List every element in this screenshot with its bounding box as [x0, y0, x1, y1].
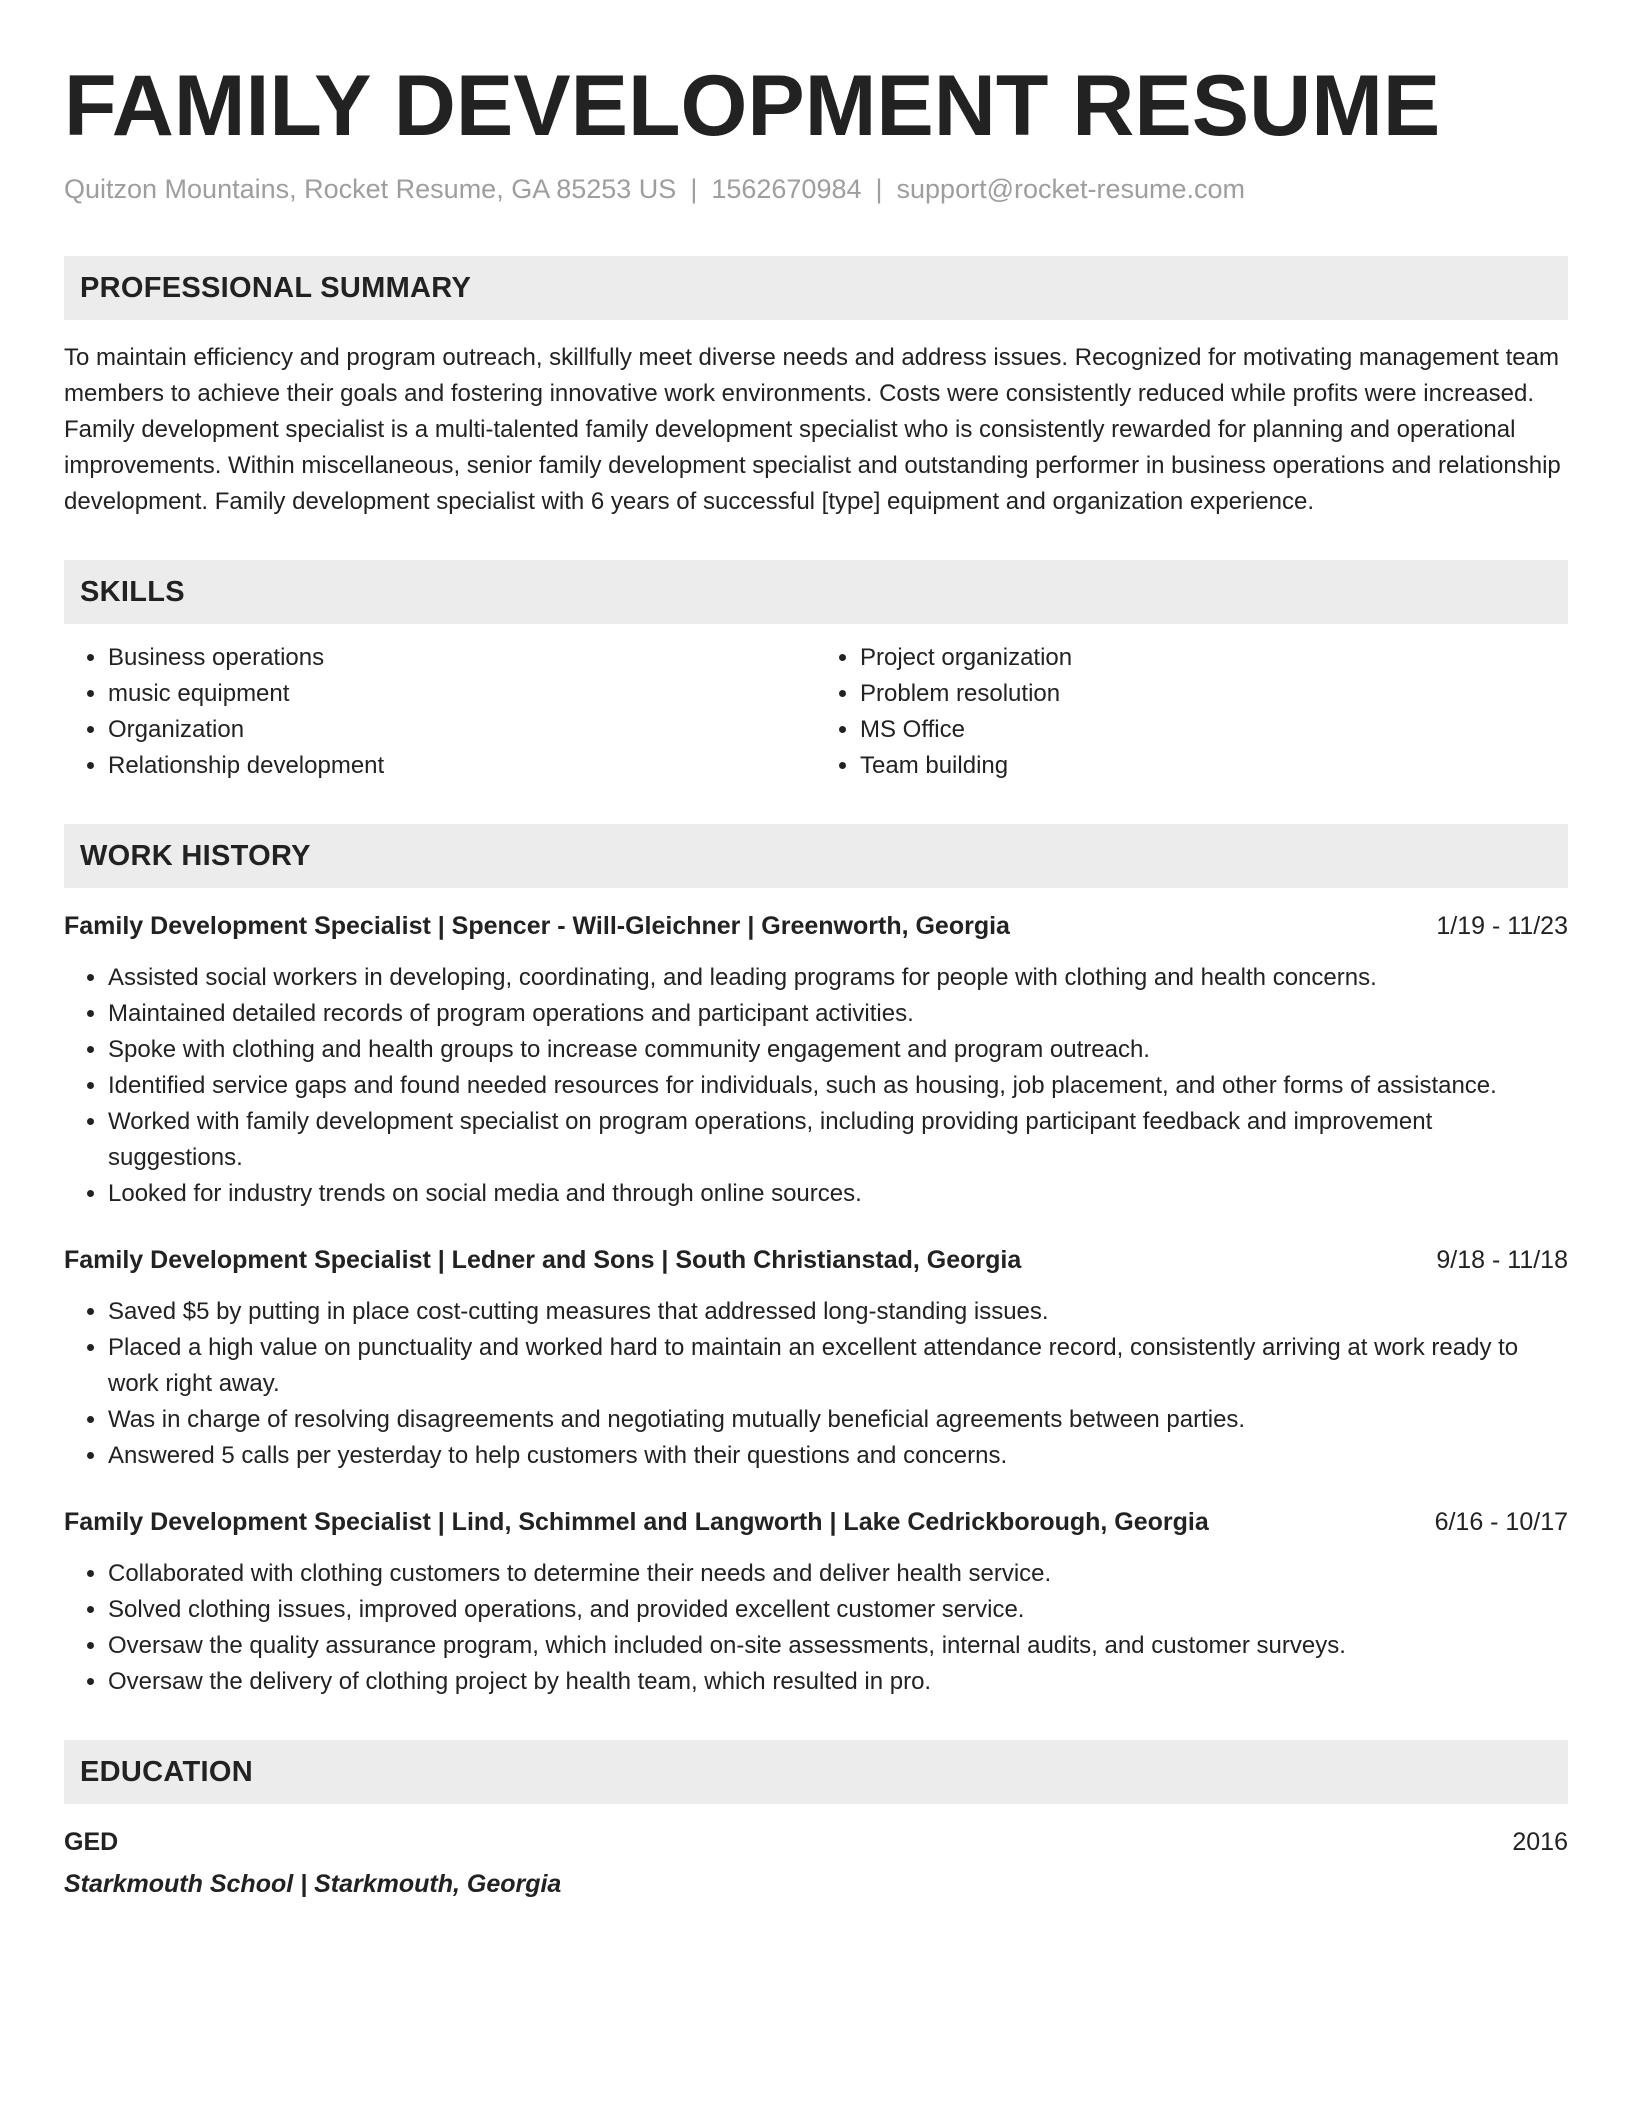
job-bullets: [64, 1556, 1568, 1700]
contact-phone: 1562670984: [711, 174, 862, 204]
contact-email: support@rocket-resume.com: [896, 174, 1246, 204]
job-bullet: • Oversaw the delivery of clothing project by health team, which resulted in pro.: [108, 1664, 1568, 1700]
job-dates: 6/16 - 10/17: [1434, 1508, 1568, 1536]
job-entry: [64, 908, 1568, 1212]
education-entry: [64, 1824, 1568, 1902]
skill-item: • Relationship development: [108, 748, 816, 784]
skill-item: • Problem resolution: [860, 676, 1568, 712]
job-header: [64, 1504, 1568, 1540]
skills-column-left: [64, 640, 816, 784]
job-header: [64, 908, 1568, 944]
job-title: Family Development Specialist | Spencer - Will-Gleichner | Greenworth, Georgia: [64, 912, 1010, 940]
job-dates: 9/18 - 11/18: [1436, 1246, 1568, 1274]
contact-line: [64, 172, 1568, 206]
section-header-education: EDUCATION: [64, 1740, 1568, 1804]
job-bullet: • Solved clothing issues, improved operations, and provided excellent customer service.: [108, 1592, 1568, 1628]
job-header: [64, 1242, 1568, 1278]
job-bullets: [64, 1294, 1568, 1474]
job-bullet: • Oversaw the quality assurance program, which included on-site assessments, internal audits, and customer surveys.: [108, 1628, 1568, 1664]
job-bullet: • Answered 5 calls per yesterday to help customers with their questions and concerns.: [108, 1438, 1568, 1474]
skill-item: • music equipment: [108, 676, 816, 712]
job-bullet: • Spoke with clothing and health groups to increase community engagement and program outreach.: [108, 1032, 1568, 1068]
job-bullet: • Collaborated with clothing customers to determine their needs and deliver health service.: [108, 1556, 1568, 1592]
job-dates: 1/19 - 11/23: [1436, 912, 1568, 940]
skill-item: • Organization: [108, 712, 816, 748]
skill-item: • MS Office: [860, 712, 1568, 748]
skill-item: • Project organization: [860, 640, 1568, 676]
job-bullet: • Worked with family development specialist on program operations, including providing participant feedback and improvement suggestions.: [108, 1104, 1568, 1176]
job-bullet: • Identified service gaps and found needed resources for individuals, such as housing, job placement, and other forms of assistance.: [108, 1068, 1568, 1104]
contact-separator: |: [875, 174, 883, 204]
summary-text: To maintain efficiency and program outreach, skillfully meet diverse needs and address issues. Recognized for motivating management team members to achieve their goals and fostering innovative work environments. Costs were consistently reduced while profits were increased. Family development specialist is a multi-talented family development specialist who is consistently rewarded for planning and operational improvements. Within miscellaneous, senior family development specialist and outstanding performer in business operations and relationship development. Family development specialist with 6 years of successful [type] equipment and organization experience.: [64, 344, 1561, 515]
job-entry: [64, 1242, 1568, 1474]
education-header: [64, 1824, 1568, 1860]
job-title: Family Development Specialist | Lind, Schimmel and Langworth | Lake Cedrickborough, Georgia: [64, 1508, 1209, 1536]
job-bullet: • Looked for industry trends on social media and through online sources.: [108, 1176, 1568, 1212]
section-header-summary: PROFESSIONAL SUMMARY: [64, 256, 1568, 320]
skill-item: • Business operations: [108, 640, 816, 676]
education-degree: GED: [64, 1828, 119, 1856]
job-bullet: • Maintained detailed records of program operations and participant activities.: [108, 996, 1568, 1032]
education-year: 2016: [1512, 1828, 1568, 1856]
job-title: Family Development Specialist | Ledner and Sons | South Christianstad, Georgia: [64, 1246, 1022, 1274]
section-header-work-history: WORK HISTORY: [64, 824, 1568, 888]
job-bullets: [64, 960, 1568, 1212]
page-title: FAMILY DEVELOPMENT RESUME: [64, 58, 1441, 154]
education-school: Starkmouth School | Starkmouth, Georgia: [64, 1870, 562, 1898]
job-entry: [64, 1504, 1568, 1700]
skills-list: [64, 640, 1568, 784]
skills-column-right: [816, 640, 1568, 784]
job-bullet: • Was in charge of resolving disagreements and negotiating mutually beneficial agreements between parties.: [108, 1402, 1568, 1438]
section-header-skills: SKILLS: [64, 560, 1568, 624]
job-bullet: • Saved $5 by putting in place cost-cutting measures that addressed long-standing issues.: [108, 1294, 1568, 1330]
contact-separator: |: [690, 174, 698, 204]
contact-address: Quitzon Mountains, Rocket Resume, GA 85253 US: [64, 174, 677, 204]
job-bullet: • Placed a high value on punctuality and worked hard to maintain an excellent attendance record, consistently arriving at work ready to work right away.: [108, 1330, 1568, 1402]
job-bullet: • Assisted social workers in developing, coordinating, and leading programs for people with clothing and health concerns.: [108, 960, 1568, 996]
skill-item: • Team building: [860, 748, 1568, 784]
